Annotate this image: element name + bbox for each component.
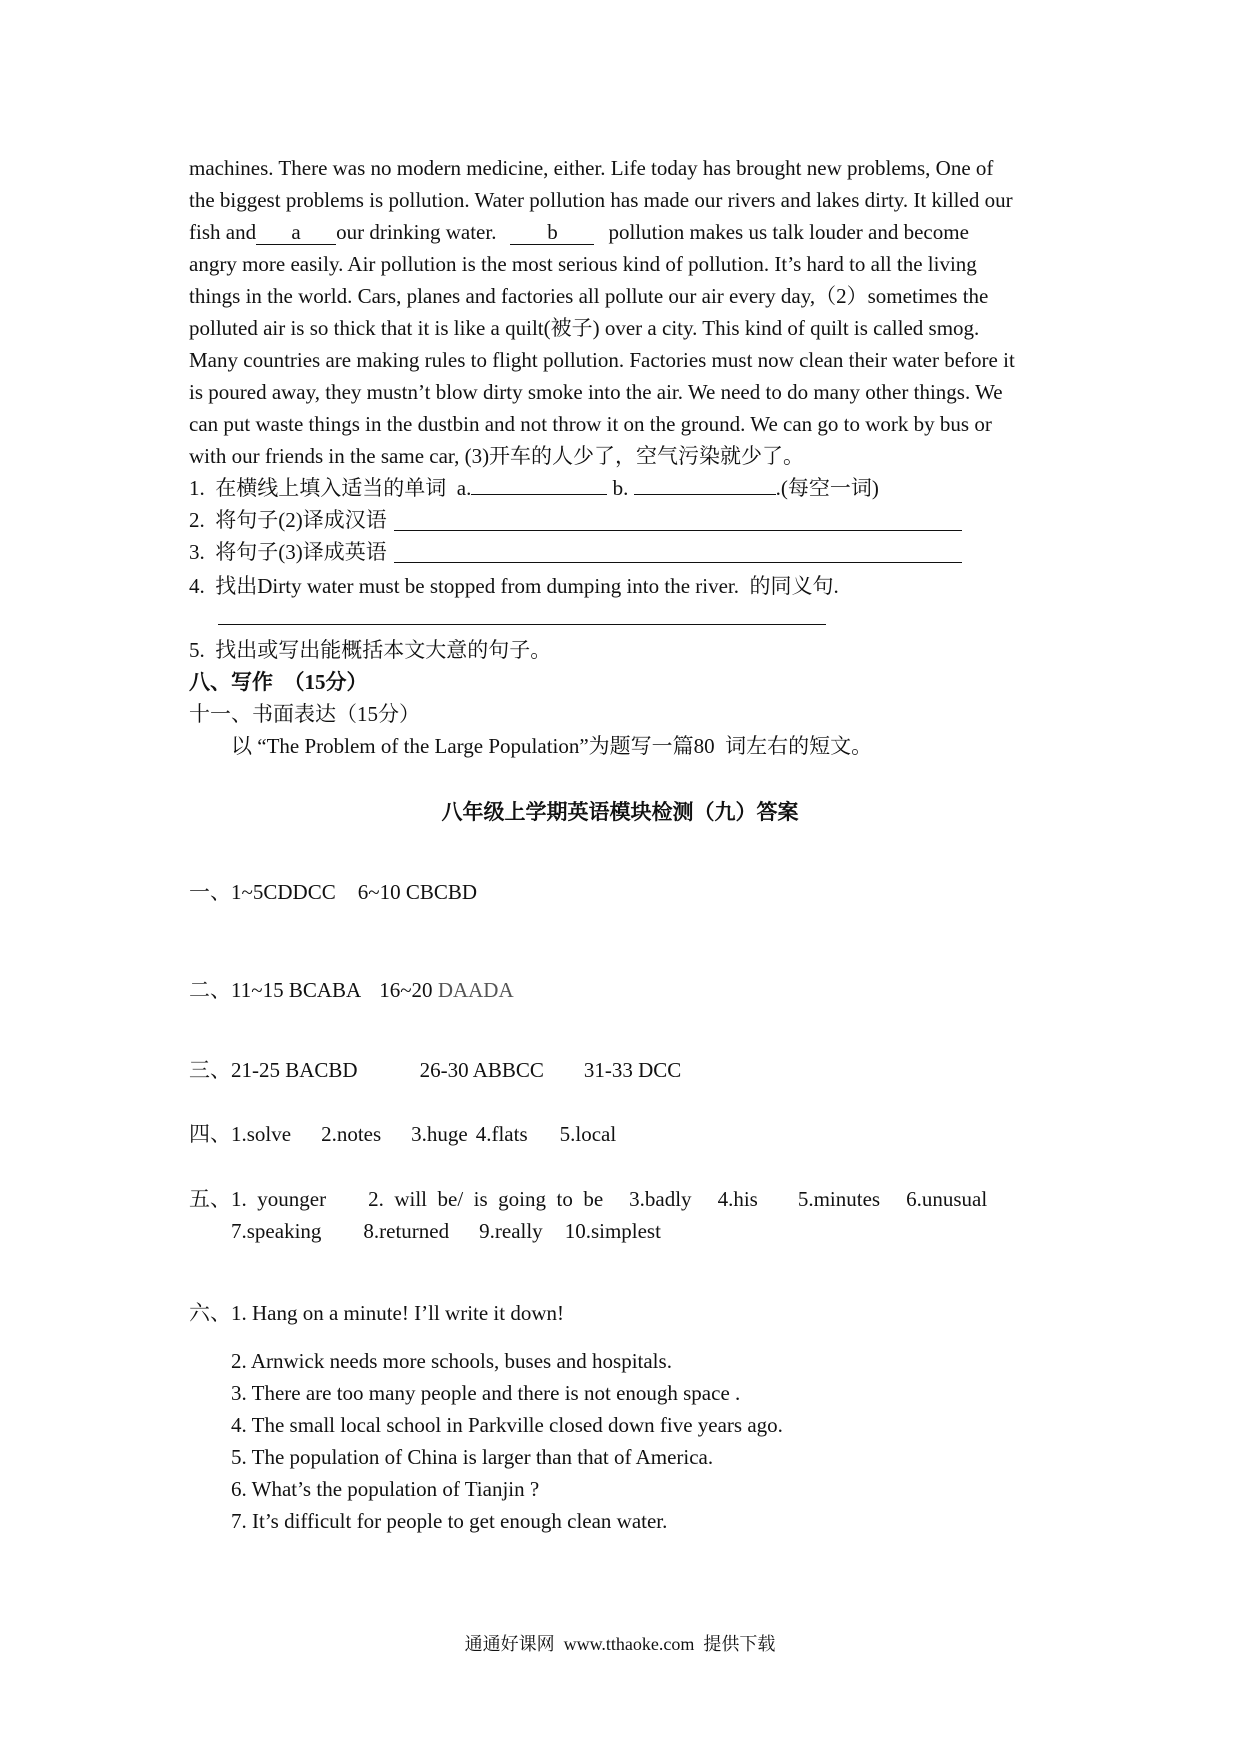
- answer-section-4: [189, 1118, 616, 1150]
- passage-line-3: [189, 216, 969, 248]
- footer-text: 通通好课网 www.tthaoke.com 提供下载: [464, 1634, 776, 1654]
- section-11-prompt: 以 “The Problem of the Large Population”为题写一篇80 词左右的短文。: [231, 734, 873, 758]
- passage-line-3-post: pollution makes us talk louder and become: [608, 220, 969, 244]
- passage-line-8: is poured away, they mustn’t blow dirty smoke into the air. We need to do many other things. We: [189, 380, 1003, 404]
- question-1-blank-b: [634, 494, 776, 495]
- answer-section-2-label: 二、: [189, 978, 231, 1002]
- answer-section-6-item-1: 1. Hang on a minute! I’ll write it down!: [231, 1301, 565, 1325]
- answer-section-2: [189, 974, 514, 1006]
- answer-section-6-item-6: 6. What’s the population of Tianjin ?: [231, 1477, 540, 1501]
- answer-section-5-item-5: 5.minutes: [797, 1187, 881, 1211]
- passage-line-4: angry more easily. Air pollution is the most serious kind of pollution. It’s hard to all the living: [189, 252, 977, 276]
- answer-section-4-item-5: 5.local: [559, 1122, 617, 1146]
- passage-line-7: Many countries are making rules to flight pollution. Factories must now clean their water before it: [189, 348, 1015, 372]
- blank-a: a: [256, 220, 336, 245]
- passage-line-3-pre: fish and: [189, 220, 257, 244]
- answer-section-5-item-1: 1. younger: [231, 1187, 327, 1211]
- answer-section-6-item-3: 3. There are too many people and there is not enough space .: [231, 1381, 741, 1405]
- answer-section-4-label: 四、: [189, 1122, 231, 1146]
- question-1-end: .(每空一词): [775, 476, 879, 500]
- answer-section-5-item-2: 2. will be/ is going to be: [368, 1187, 604, 1211]
- answer-section-2-a: 11~15 BCABA: [231, 978, 362, 1002]
- answer-section-6-row-1: [189, 1297, 564, 1329]
- answer-section-4-item-2: 2.notes: [321, 1122, 382, 1146]
- section-11-title: 十一、书面表达（15分）: [189, 702, 420, 726]
- blank-b: b: [510, 220, 594, 245]
- question-1-blank-a: [471, 494, 607, 495]
- question-3-answer-line: [394, 562, 962, 563]
- answer-section-6-item-5: 5. The population of China is larger than that of America.: [231, 1445, 714, 1469]
- passage-line-5: things in the world. Cars, planes and factories all pollute our air every day,（2）sometimes the: [189, 284, 989, 308]
- answer-section-3-label: 三、: [189, 1058, 231, 1082]
- answer-section-2-c: DAADA: [437, 978, 514, 1002]
- answer-section-5-item-9: 9.really: [479, 1219, 543, 1243]
- question-1: [189, 472, 879, 504]
- answer-section-1-a: 1~5CDDCC: [231, 880, 336, 904]
- answer-section-5-item-4: 4.his: [717, 1187, 758, 1211]
- passage-line-9: can put waste things in the dustbin and not throw it on the ground. We can go to work by bus or: [189, 412, 992, 436]
- question-1-text: 1. 在横线上填入适当的单词 a.: [189, 476, 472, 500]
- passage-line-1: machines. There was no modern medicine, either. Life today has brought new problems, One of: [189, 156, 994, 180]
- answer-section-6-label: 六、: [189, 1301, 231, 1325]
- question-4: 4. 找出Dirty water must be stopped from dumping into the river. 的同义句.: [189, 574, 839, 598]
- answer-section-4-item-3: 3.huge: [411, 1122, 468, 1146]
- passage-line-6: polluted air is so thick that it is like a quilt(被子) over a city. This kind of quilt is called smog.: [189, 316, 980, 340]
- question-2-answer-line: [394, 530, 962, 531]
- question-3: 3. 将句子(3)译成英语: [189, 540, 387, 564]
- answer-section-3-c: 31-33 DCC: [583, 1058, 682, 1082]
- passage-line-2: the biggest problems is pollution. Water pollution has made our rivers and lakes dirty. It killed our: [189, 188, 1013, 212]
- answer-section-5-item-7: 7.speaking: [231, 1219, 322, 1243]
- answer-section-6-item-7: 7. It’s difficult for people to get enough clean water.: [231, 1509, 668, 1533]
- answer-section-1-label: 一、: [189, 880, 231, 904]
- section-8-title: 八、写作 （15分）: [189, 670, 368, 694]
- answer-section-5-row-2: [231, 1215, 661, 1247]
- passage-line-3-mid: our drinking water.: [336, 220, 497, 244]
- passage-line-10: with our friends in the same car, (3)开车的人少了，空气污染就少了。: [189, 444, 805, 468]
- answer-section-3: [189, 1054, 681, 1086]
- answer-section-4-item-4: 4.flats: [475, 1122, 528, 1146]
- answer-section-3-b: 26-30 ABBCC: [419, 1058, 544, 1082]
- answer-section-1-b: 6~10 CBCBD: [357, 880, 478, 904]
- answer-section-2-b: 16~20: [379, 978, 438, 1002]
- question-5: 5. 找出或写出能概括本文大意的句子。: [189, 638, 552, 662]
- question-2: 2. 将句子(2)译成汉语: [189, 508, 387, 532]
- question-4-answer-line: [218, 624, 826, 625]
- question-1-mid: b.: [607, 476, 634, 500]
- answer-section-5-row-1: [189, 1183, 987, 1215]
- answer-key-title: 八年级上学期英语模块检测（九）答案: [441, 800, 799, 824]
- answer-section-4-item-1: 1.solve: [231, 1122, 292, 1146]
- answer-section-6-item-2: 2. Arnwick needs more schools, buses and hospitals.: [231, 1349, 672, 1373]
- answer-section-5-item-6: 6.unusual: [906, 1187, 988, 1211]
- answer-section-1: [189, 876, 477, 908]
- answer-section-5-label: 五、: [189, 1187, 231, 1211]
- answer-section-5-item-8: 8.returned: [363, 1219, 450, 1243]
- answer-section-6-item-4: 4. The small local school in Parkville closed down five years ago.: [231, 1413, 783, 1437]
- answer-section-5-item-10: 10.simplest: [564, 1219, 661, 1243]
- answer-section-5-item-3: 3.badly: [629, 1187, 692, 1211]
- answer-section-3-a: 21-25 BACBD: [231, 1058, 358, 1082]
